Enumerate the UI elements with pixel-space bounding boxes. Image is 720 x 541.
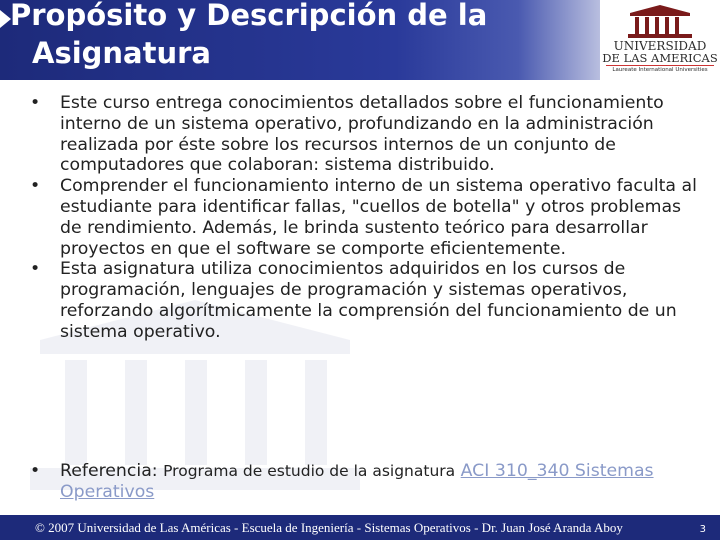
building-icon — [626, 4, 694, 40]
bullet-dot: • — [30, 176, 41, 197]
bullet-text: Este curso entrega conocimientos detallados sobre el funcionamiento interno de un sistema operativo, profundizando en la administración realizada por éste sobre los recursos internos de un conjunto de computadores que colaboran: sistema distribuido. — [60, 93, 664, 176]
bullet-item — [30, 93, 700, 176]
reference-text: Programa de estudio de la asignatura — [163, 462, 456, 480]
bullet-item — [30, 259, 700, 342]
bullet-text: Comprender el funcionamiento interno de un sistema operativo faculta al estudiante para identificar fallas, "cuellos de botella" y otros problemas de rendimiento. Además, le brinda sustento teórico para desarrollar proyectos en que el software se comporte eficientemente. — [60, 176, 697, 259]
bullet-dot: • — [30, 93, 41, 113]
bullet-text: Esta asignatura utiliza conocimientos adquiridos en los cursos de programación, lenguajes de programación y sistemas operativos, reforzando algorítmicamente la comprensión del funcionamiento de un sistema operativo. — [60, 259, 677, 342]
bullet-list — [30, 93, 700, 343]
slide-footer — [0, 515, 720, 540]
bullet-dot: • — [30, 259, 41, 280]
page-number: 3 — [699, 524, 706, 535]
title-line-1: Propósito y Descripción de la — [10, 0, 488, 32]
logo-line-3: Laureate International Universities — [606, 65, 714, 73]
title-line-2: Asignatura — [32, 36, 211, 70]
reference-item — [30, 461, 720, 503]
reference-link[interactable]: ACI 310_340 Sistemas Operativos — [60, 461, 654, 502]
footer-text: © 2007 Universidad de Las Américas - Escuela de Ingeniería - Sistemas Operativos - Dr. Juan José Aranda Aboy — [35, 520, 623, 535]
slide-header — [0, 0, 720, 80]
logo-line-1: UNIVERSIDAD — [613, 39, 707, 53]
bullet-dot: • — [30, 461, 41, 481]
bullet-item — [30, 176, 700, 259]
slide-title — [10, 0, 487, 72]
university-logo — [600, 0, 720, 80]
reference-label: Referencia: — [60, 461, 158, 481]
logo-line-2: DE LAS AMERICAS — [602, 51, 718, 65]
